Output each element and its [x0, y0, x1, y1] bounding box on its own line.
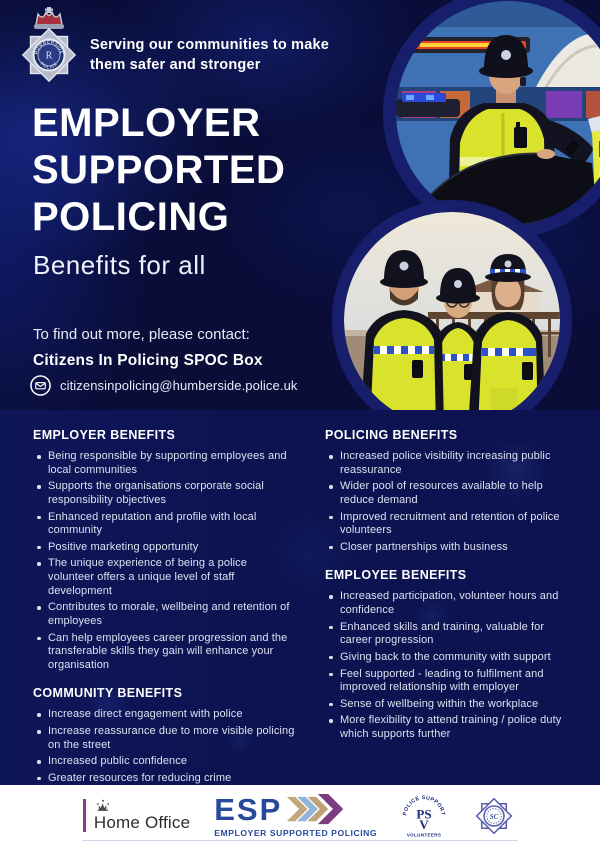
hero-section [0, 0, 600, 410]
photo-officer-car [383, 0, 600, 238]
benefits-section [0, 410, 600, 785]
benefit-item: Increased public confidence [48, 755, 295, 769]
benefit-section-heading: EMPLOYER BENEFITS [33, 428, 176, 442]
home-office-label: Home Office [93, 812, 191, 832]
benefit-item: Increase reassurance due to more visible policing on the street [48, 725, 295, 751]
esp-acronym: ESP [214, 791, 283, 827]
home-office-purple-bar [83, 799, 86, 833]
home-office-crown-icon [95, 799, 111, 813]
home-office-logo [83, 799, 190, 833]
svg-text:R: R [45, 50, 53, 62]
humberside-police-badge-icon [16, 6, 82, 84]
benefit-item: More flexibility to attend training / police duty which supports further [340, 714, 574, 741]
benefit-list [325, 590, 574, 741]
benefit-item: Being responsible by supporting employees and local communities [48, 450, 295, 477]
subtitle: Benefits for all [33, 250, 206, 280]
benefits-col-right [325, 428, 574, 785]
photo-officers-pier [332, 200, 572, 440]
envelope-icon [30, 375, 51, 396]
svg-text:SC: SC [489, 813, 499, 821]
benefit-item: Enhanced skills and training, valuable for career progression [340, 621, 574, 648]
benefit-item: Wider pool of resources available to help reduce demand [340, 480, 574, 507]
benefit-section [33, 428, 295, 672]
benefit-section-heading: COMMUNITY BENEFITS [33, 686, 183, 701]
benefit-item: Can help employees career progression and the transferable skills they gain will enhance your organisation [48, 632, 295, 673]
svg-text:PS: PS [416, 805, 432, 821]
psv-roundel [401, 793, 447, 839]
benefit-item: Feel supported - leading to fulfilment and improved relationship with employer [340, 668, 574, 695]
page-title: EMPLOYER SUPPORTED POLICING [32, 101, 286, 240]
benefit-item: Improved recruitment and retention of police volunteers [340, 511, 574, 538]
esp-chevrons-icon [286, 794, 346, 826]
benefit-item: Sense of wellbeing within the workplace [340, 698, 574, 712]
svg-text:POLICE: POLICE [39, 61, 59, 70]
benefit-item: Greater resources for reducing crime [48, 772, 295, 786]
svg-text:VOLUNTEERS: VOLUNTEERS [406, 832, 442, 838]
contact-name: Citizens In Policing SPOC Box [33, 352, 263, 369]
benefit-section [325, 428, 574, 554]
benefits-col-left [33, 428, 295, 785]
benefit-item: Contributes to morale, wellbeing and retention of employees [48, 601, 295, 628]
svg-text:POLICE SUPPORT: POLICE SUPPORT [402, 794, 446, 816]
contact-email-link[interactable]: citizensinpolicing@humberside.police.uk [60, 378, 298, 393]
benefit-item: Increased participation, volunteer hours and confidence [340, 590, 574, 617]
footer-logo-strip [0, 785, 600, 846]
tagline: Serving our communities to make them safer and stronger [90, 37, 330, 73]
contact-intro: To find out more, please contact: [33, 326, 250, 343]
esp-logo [214, 791, 378, 838]
benefit-list [33, 450, 295, 672]
sc-star-badge [471, 793, 517, 839]
benefit-item: Enhanced reputation and profile with local community [48, 511, 295, 538]
benefit-item: The unique experience of being a police volunteer offers a unique level of staff development [48, 557, 295, 598]
svg-text:V: V [419, 816, 429, 832]
benefit-section-heading: POLICING BENEFITS [325, 428, 458, 442]
benefit-list [325, 450, 574, 554]
benefit-item: Closer partnerships with business [340, 541, 574, 555]
benefit-section [325, 568, 574, 741]
contact-email-row [30, 375, 298, 396]
benefit-item: Supports the organisations corporate social responsibility objectives [48, 480, 295, 507]
footer-divider-line [82, 840, 518, 841]
benefit-item: Increase direct engagement with police [48, 708, 295, 722]
benefit-item: Positive marketing opportunity [48, 541, 295, 555]
benefit-item: Increased police visibility increasing public reassurance [340, 450, 574, 477]
benefit-section-heading: EMPLOYEE BENEFITS [325, 568, 467, 583]
esp-caption: EMPLOYER SUPPORTED POLICING [214, 827, 378, 838]
svg-text:HUMBERSIDE: HUMBERSIDE [33, 39, 65, 55]
benefit-item: Giving back to the community with support [340, 651, 574, 665]
